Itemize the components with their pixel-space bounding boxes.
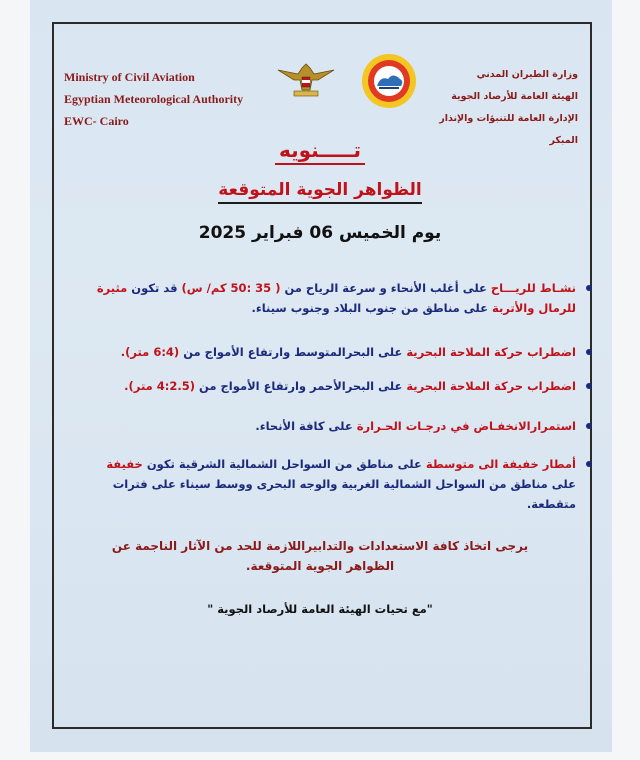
temperature-drop-text: استمرارالانخفـاض في درجـات الحـرارة: [356, 419, 576, 433]
closing-advice: [0, 536, 640, 576]
header-english: [64, 66, 284, 132]
expected-phenomena-heading: [0, 180, 640, 200]
dust-text: مثيرة للرمال والأتربة: [96, 281, 576, 315]
header-center-ar: الإدارة العامة للتنبؤات والإنذار المبكر: [439, 113, 578, 146]
header-authority-ar: الهيئة العامة للأرصاد الجوية: [451, 91, 578, 102]
wind-speed-range: ( 35 :50 كم/ س): [181, 281, 281, 295]
closing-advice-line1: يرجى اتخاذ كافة الاستعدادات والتدابيراللازمة للحد من الآثار الناجمة عن: [111, 539, 529, 553]
rain-east-coast-text: على مناطق من السواحل الشمالية الشرقية تكون: [142, 457, 426, 471]
egypt-eagle-emblem-icon: [276, 60, 336, 100]
notice-title: [0, 138, 640, 162]
mediterranean-wave-height: (6:4 متر).: [120, 345, 180, 359]
navigation-disruption-text: اضطراب حركة الملاحة البحرية: [406, 345, 576, 359]
header-ministry-en: Ministry of Civil Aviation: [64, 70, 195, 84]
mediterranean-text: على البحرالمتوسط وارتفاع الأمواج من: [179, 345, 407, 359]
list-item-rain: [84, 454, 592, 514]
rain-areas-text: على مناطق من السواحل الشمالية الغربية والوجه البحرى ووسط سيناء على فترات متقطعة.: [112, 477, 576, 511]
wind-activity-text: نشـاط للريـــاح: [490, 281, 576, 295]
list-item-temperature: [84, 416, 592, 436]
navigation-disruption-text: اضطراب حركة الملاحة البحرية: [406, 379, 576, 393]
rain-intensity-text: أمطار خفيفة الى متوسطة: [425, 457, 576, 471]
header-ministry-ar: وزارة الطيران المدني: [476, 69, 578, 80]
closing-advice-line2: الظواهر الجوية المتوقعة.: [245, 559, 395, 573]
red-sea-wave-height: (4:2.5 متر).: [124, 379, 196, 393]
list-item-red-sea: [84, 376, 592, 396]
wind-areas-text: على مناطق من جنوب البلاد وجنوب سيناء.: [251, 301, 492, 315]
expected-phenomena-text: الظواهر الجوية المتوقعة: [218, 180, 422, 204]
notice-title-text: تـــــنويه: [275, 138, 365, 165]
temperature-areas-text: على كافة الأنحاء.: [255, 419, 357, 433]
list-item-wind: [84, 278, 592, 318]
wind-may-text: قد تكون: [127, 281, 182, 295]
wind-speed-text: على أغلب الأنحاء و سرعة الرياح من: [280, 281, 491, 295]
forecast-date: يوم الخميس 06 فبراير 2025: [198, 223, 442, 243]
closing-greeting: "مع تحيات الهيئة العامة للأرصاد الجوية ": [207, 602, 433, 616]
rain-light-text: خفيفة: [106, 457, 143, 471]
list-item-mediterranean: [84, 342, 592, 362]
header-authority-en: Egyptian Meteorological Authority: [64, 92, 244, 106]
red-sea-text: على البحرالأحمر وارتفاع الأمواج من: [195, 379, 407, 393]
header-center-en: EWC- Cairo: [64, 114, 129, 128]
